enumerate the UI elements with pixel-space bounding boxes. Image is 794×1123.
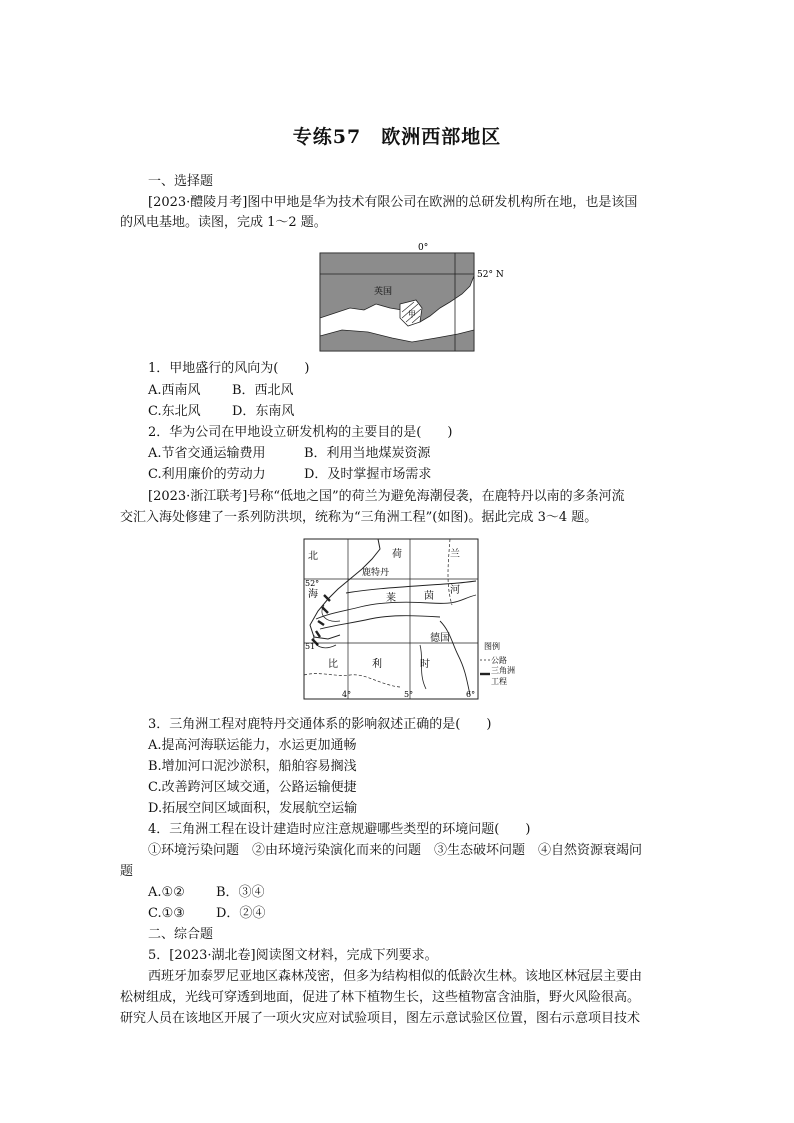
map2-label-sea: 海 (308, 589, 318, 600)
map1-lat-label: 52° N (477, 270, 504, 280)
page-title: 专练57 欧洲西部地区 (292, 126, 502, 148)
map2-lat-51: 51° (305, 642, 320, 651)
option: A.节省交通运输费用 (148, 446, 266, 461)
map2-label-north: 北 (308, 551, 318, 562)
paragraph-line: 西班牙加泰罗尼亚地区森林茂密，但多为结构相似的低龄次生林。该地区林冠层主要由 (148, 969, 643, 984)
option: D．东南风 (232, 404, 295, 419)
paragraph-line: 研究人员在该地区开展了一项火灾应对试验项目，图左示意试验区位置，图右示意项目技术 (120, 1011, 641, 1026)
legend-project: 三角洲 (491, 666, 515, 675)
map2-label-he2: 河 (450, 585, 460, 596)
map2-label-yin: 茵 (424, 591, 434, 602)
intro-line: [2023·醴陵月考]图中甲地是华为技术有限公司在欧洲的总研发机构所在地，也是该国 (148, 195, 638, 210)
legend-road: 公路 (491, 656, 507, 665)
map-netherlands-delta (300, 535, 520, 705)
intro-line: [2023·浙江联考]号称“低地之国”的荷兰为避免海潮侵袭，在鹿特丹以南的多条河流 (148, 489, 625, 504)
map1-place-label: 甲 (408, 310, 416, 319)
option: C.改善跨河区域交通，公路运输便捷 (148, 780, 357, 795)
map1-country-label: 英国 (374, 287, 393, 297)
option: D．②④ (216, 906, 266, 921)
option: B．利用当地煤炭资源 (304, 446, 431, 461)
intro-line: 的风电基地。读图，完成 1～2 题。 (120, 215, 327, 230)
map2-lon-5: 5° (404, 690, 414, 699)
option: C.东北风 (148, 404, 201, 419)
section-heading-choice: 一、选择题 (148, 174, 214, 189)
section-heading-comprehensive: 二、综合题 (148, 927, 214, 942)
paragraph-line: 松树组成，光线可穿透到地面，促进了林下植物生长，这些植物富含油脂，野火风险很高。 (120, 990, 641, 1005)
question-3-stem: 3．三角洲工程对鹿特丹交通体系的影响叙述正确的是( ) (148, 717, 492, 732)
legend-title: 图例 (484, 642, 500, 651)
question-2-stem: 2．华为公司在甲地设立研发机构的主要目的是( ) (148, 425, 453, 440)
question-4-items: 题 (120, 864, 134, 879)
option: A.提高河海联运能力，水运更加通畅 (148, 738, 357, 753)
map2-label-germany: 德国 (430, 633, 450, 644)
option: D．及时掌握市场需求 (304, 467, 432, 482)
option: B．③④ (216, 885, 265, 900)
question-4-stem: 4．三角洲工程在设计建造时应注意规避哪些类型的环境问题( ) (148, 822, 531, 837)
map2-label-bi: 比 (328, 659, 338, 670)
intro-line: 交汇入海处修建了一系列防洪坝，统称为“三角洲工程”(如图)。据此完成 3～4 题。 (120, 510, 598, 525)
question-4-items: ①环境污染问题 ②由环境污染演化而来的问题 ③生态破坏问题 ④自然资源衰竭问 (148, 843, 643, 858)
map2-label-shi: 时 (420, 659, 430, 670)
option: A.①② (148, 885, 185, 900)
option: A.西南风 (148, 383, 201, 398)
option: C.①③ (148, 906, 185, 921)
map2-label-li: 利 (372, 659, 382, 670)
map2-label-lan: 兰 (450, 549, 460, 560)
map2-lon-4: 4° (342, 690, 352, 699)
map2-lon-6: 6° (466, 690, 476, 699)
question-1-stem: 1．甲地盛行的风向为( ) (148, 361, 310, 376)
map2-label-he: 荷 (392, 549, 402, 560)
map2-lat-52: 52° (305, 579, 320, 588)
option: B.增加河口泥沙淤积，船舶容易搁浅 (148, 759, 357, 774)
map2-label-lai: 莱 (386, 593, 396, 604)
question-5-stem: 5．[2023·湖北卷]阅读图文材料，完成下列要求。 (148, 948, 438, 963)
option: C.利用廉价的劳动力 (148, 467, 266, 482)
map2-label-rotterdam: 鹿特丹 (362, 568, 390, 578)
map-england (312, 238, 512, 358)
map1-lon-label: 0° (418, 243, 429, 253)
option: D.拓展空间区域面积，发展航空运输 (148, 801, 358, 816)
option: B．西北风 (232, 383, 294, 398)
legend-project: 工程 (491, 677, 507, 686)
